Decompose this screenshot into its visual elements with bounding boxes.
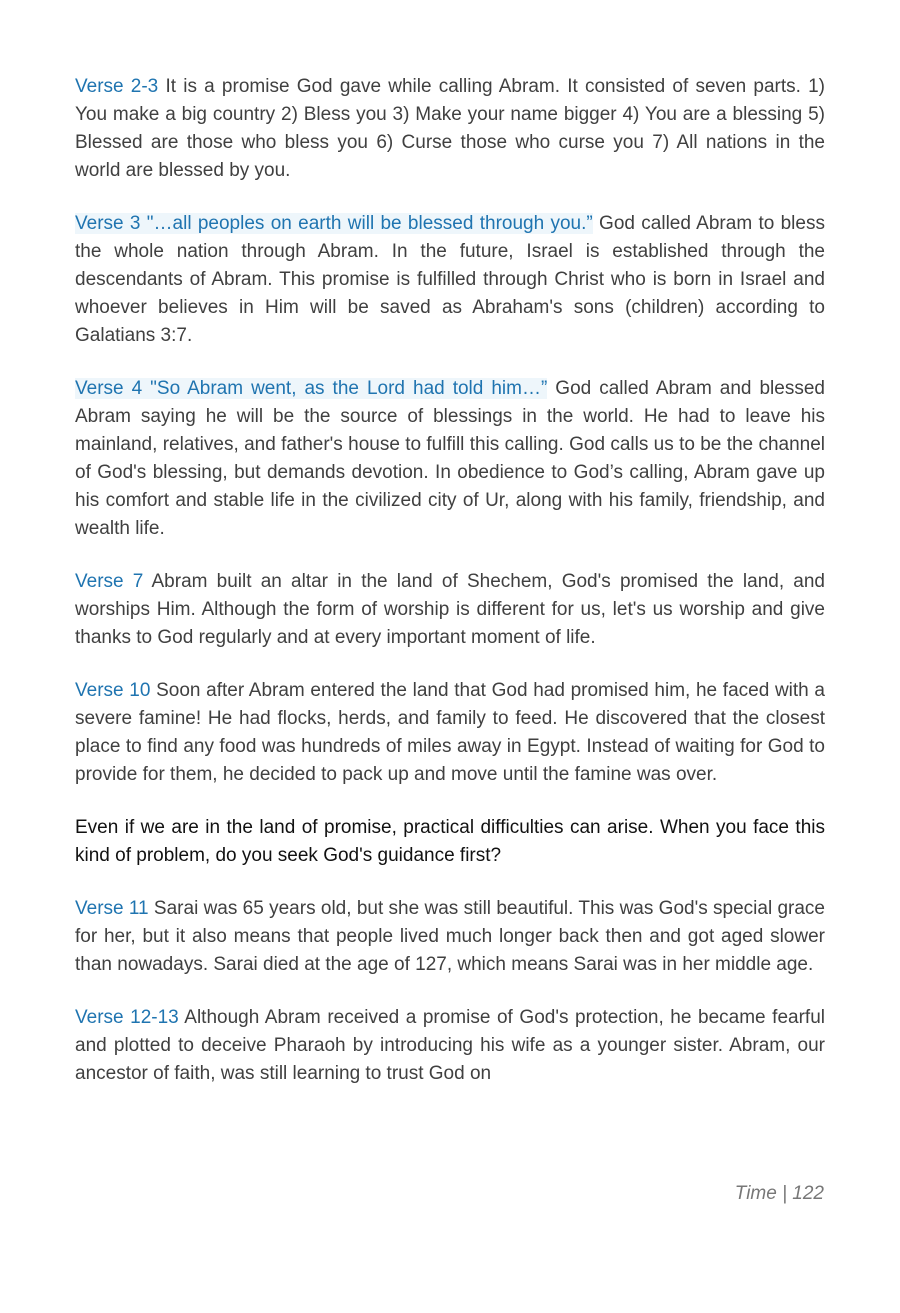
verse-paragraph (75, 1004, 825, 1088)
verse-paragraph (75, 73, 825, 185)
verse-commentary: It is a promise God gave while calling Abram. It consisted of seven parts. 1) You make a big country 2) Bless you 3) Make your name bigger 4) You are a blessing 5) Blessed are those who bless you 6) Curse those who curse you 7) All nations in the world are blessed by you. (75, 76, 826, 181)
page-footer: Time | 122 (734, 1183, 824, 1204)
reflection-question: Even if we are in the land of promise, practical difficulties can arise. When you face this kind of problem, do you seek God's guidance first? (75, 817, 825, 866)
verse-paragraph (75, 677, 825, 789)
verse-commentary: Soon after Abram entered the land that God had promised him, he faced with a severe famine! He had flocks, herds, and family to feed. He discovered that the closest place to find any food was hundreds of miles away in Egypt. Instead of waiting for God to provide for them, he decided to pack up and move until the famine was over. (75, 680, 825, 785)
verse-reference: Verse 3 "…all peoples on earth will be blessed through you.” (75, 213, 593, 234)
verse-reference: Verse 4 "So Abram went, as the Lord had told him…” (75, 378, 548, 399)
verse-reference: Verse 7 (75, 571, 144, 592)
page-body (75, 73, 825, 1113)
verse-commentary: Although Abram received a promise of God's protection, he became fearful and plotted to deceive Pharaoh by introducing his wife as a younger sister. Abram, our ancestor of faith, was still learning to trust God on (75, 1007, 825, 1084)
verse-paragraph (75, 895, 825, 979)
verse-reference: Verse 11 (75, 898, 149, 919)
verse-commentary: God called Abram to bless the whole nation through Abram. In the future, Israel is established through the descendants of Abram. This promise is fulfilled through Christ who is born in Israel and whoever believes in Him will be saved as Abraham's sons (children) according to Galatians 3:7. (75, 213, 825, 346)
verse-paragraph (75, 568, 825, 652)
verse-commentary: Sarai was 65 years old, but she was still beautiful. This was God's special grace for her, but it also means that people lived much longer back then and got aged slower than nowadays. Sarai died at the age of 127, which means Sarai was in her middle age. (75, 898, 825, 975)
verse-paragraph (75, 375, 825, 543)
verse-reference: Verse 2-3 (75, 76, 159, 97)
verse-reference: Verse 12-13 (75, 1007, 179, 1028)
verse-reference: Verse 10 (75, 680, 151, 701)
verse-paragraph (75, 210, 825, 350)
verse-commentary: Abram built an altar in the land of Shechem, God's promised the land, and worships Him. Although the form of worship is different for us, let's us worship and give thanks to God regularly and at every important moment of life. (75, 571, 825, 648)
verse-commentary: God called Abram and blessed Abram saying he will be the source of blessings in the world. He had to leave his mainland, relatives, and father's house to fulfill this calling. God calls us to be the channel of God's blessing, but demands devotion. In obedience to God’s calling, Abram gave up his comfort and stable life in the civilized city of Ur, along with his family, friendship, and wealth life. (75, 378, 825, 539)
